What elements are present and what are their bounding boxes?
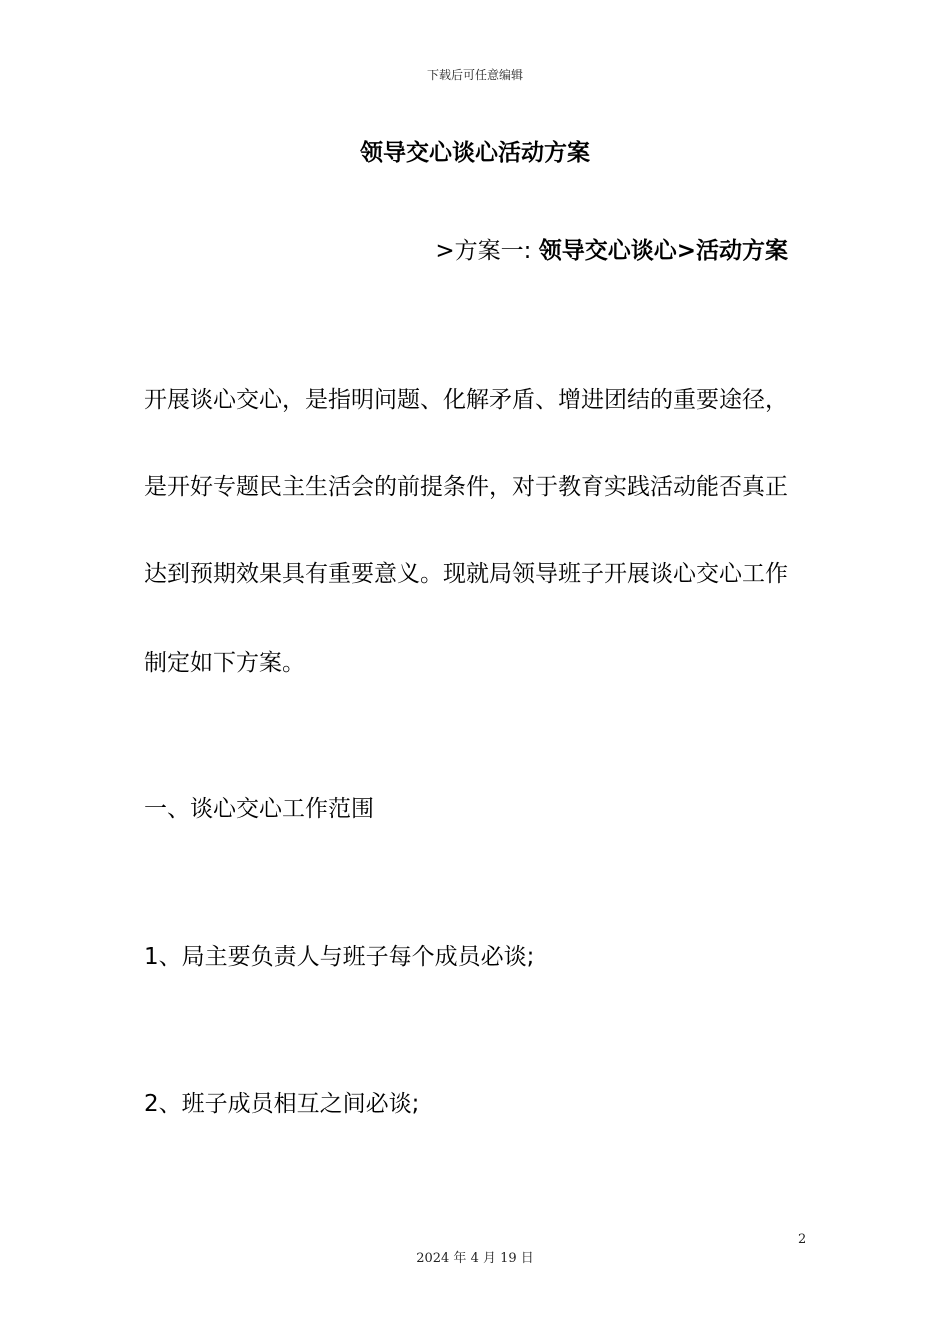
section-heading: 一、谈心交心工作范围	[144, 796, 374, 822]
subtitle-emphasis: 领导交心谈心>活动方案	[538, 238, 788, 264]
intro-line-4: 制定如下方案。	[144, 650, 305, 676]
list-item-2: 2、班子成员相互之间必谈;	[144, 1091, 420, 1117]
list-item-1: 1、局主要负责人与班子每个成员必谈;	[144, 944, 535, 970]
intro-line-1: 开展谈心交心，是指明问题、化解矛盾、增进团结的重要途径，	[144, 387, 788, 413]
document-title: 领导交心谈心活动方案	[360, 140, 590, 166]
intro-line-2: 是开好专题民主生活会的前提条件，对于教育实践活动能否真正	[144, 474, 788, 500]
page-header-note: 下载后可任意编辑	[426, 68, 523, 82]
page-number: 2	[798, 1232, 807, 1247]
subtitle-prefix: >方案一:	[435, 238, 532, 264]
footer-date: 2024 年 4 月 19 日	[416, 1251, 534, 1266]
intro-line-3: 达到预期效果具有重要意义。现就局领导班子开展谈心交心工作	[144, 561, 788, 587]
document-subtitle	[435, 232, 788, 265]
